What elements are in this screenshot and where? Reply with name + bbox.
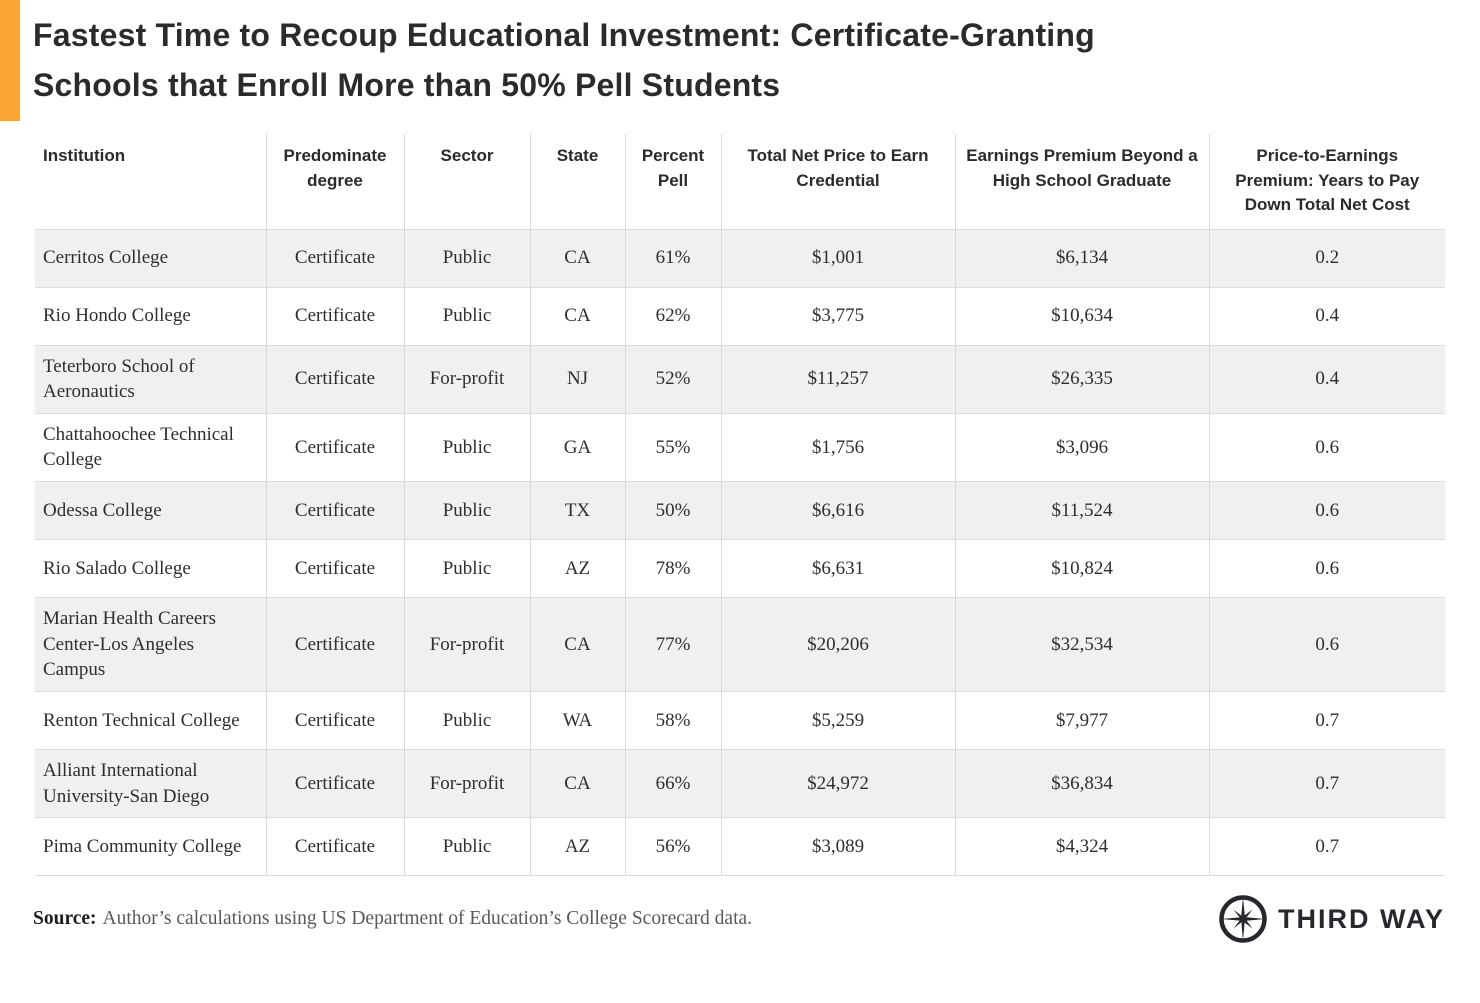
table-row: [35, 229, 1445, 287]
cell-years-to-pay: 0.7: [1209, 818, 1445, 876]
cell-net-price: $11,257: [721, 345, 955, 413]
cell-sector: Public: [404, 413, 530, 481]
cell-earnings-premium: $10,634: [955, 287, 1209, 345]
cell-percent-pell: 55%: [625, 413, 721, 481]
column-header-years-to-pay: Price-to-Earnings Premium: Years to Pay Down Total Net Cost: [1235, 146, 1420, 215]
cell-institution: Marian Health Careers Center-Los Angeles Campus: [35, 598, 266, 692]
cell-institution: Rio Hondo College: [35, 287, 266, 345]
column-header-percent-pell: Percent Pell: [625, 134, 721, 229]
cell-years-to-pay: 0.7: [1209, 749, 1445, 817]
cell-degree: Certificate: [266, 691, 404, 749]
cell-earnings-premium: $11,524: [955, 482, 1209, 540]
accent-bar: [0, 0, 20, 121]
cell-years-to-pay: 0.6: [1209, 540, 1445, 598]
cell-degree: Certificate: [266, 598, 404, 692]
page-title: [33, 10, 1440, 110]
cell-earnings-premium: $10,824: [955, 540, 1209, 598]
cell-degree: Certificate: [266, 345, 404, 413]
cell-degree: Certificate: [266, 287, 404, 345]
cell-institution: Alliant International University-San Diego: [35, 749, 266, 817]
cell-degree: Certificate: [266, 818, 404, 876]
cell-sector: For-profit: [404, 598, 530, 692]
cell-percent-pell: 66%: [625, 749, 721, 817]
cell-percent-pell: 58%: [625, 691, 721, 749]
cell-earnings-premium: $3,096: [955, 413, 1209, 481]
cell-sector: Public: [404, 229, 530, 287]
cell-sector: For-profit: [404, 345, 530, 413]
cell-sector: For-profit: [404, 749, 530, 817]
cell-earnings-premium: $26,335: [955, 345, 1209, 413]
cell-years-to-pay: 0.2: [1209, 229, 1445, 287]
cell-sector: Public: [404, 540, 530, 598]
table-row: [35, 749, 1445, 817]
cell-degree: Certificate: [266, 482, 404, 540]
source-label: Source:: [33, 908, 97, 930]
cell-years-to-pay: 0.4: [1209, 287, 1445, 345]
table-row: [35, 413, 1445, 481]
cell-percent-pell: 62%: [625, 287, 721, 345]
cell-degree: Certificate: [266, 413, 404, 481]
cell-net-price: $3,089: [721, 818, 955, 876]
cell-sector: Public: [404, 482, 530, 540]
cell-years-to-pay: 0.6: [1209, 482, 1445, 540]
cell-earnings-premium: $6,134: [955, 229, 1209, 287]
cell-net-price: $1,001: [721, 229, 955, 287]
column-header-institution: Institution: [35, 134, 266, 229]
cell-state: NJ: [530, 345, 625, 413]
cell-earnings-premium: $4,324: [955, 818, 1209, 876]
column-header-state: State: [530, 134, 625, 229]
table-row: [35, 818, 1445, 876]
cell-earnings-premium: $32,534: [955, 598, 1209, 692]
cell-percent-pell: 61%: [625, 229, 721, 287]
cell-institution: Odessa College: [35, 482, 266, 540]
cell-institution: Renton Technical College: [35, 691, 266, 749]
table-row: [35, 482, 1445, 540]
cell-net-price: $6,616: [721, 482, 955, 540]
cell-percent-pell: 52%: [625, 345, 721, 413]
cell-years-to-pay: 0.6: [1209, 413, 1445, 481]
data-table-wrapper: [0, 134, 1480, 876]
table-row: [35, 540, 1445, 598]
column-header-predominate-degree: Predominate degree: [266, 134, 404, 229]
cell-sector: Public: [404, 287, 530, 345]
cell-sector: Public: [404, 818, 530, 876]
page-title-line-1: Fastest Time to Recoup Educational Investment: Certificate-Granting: [33, 17, 1095, 53]
cell-degree: Certificate: [266, 540, 404, 598]
cell-state: CA: [530, 229, 625, 287]
table-row: [35, 345, 1445, 413]
column-header-earnings-premium: Earnings Premium Beyond a High School Graduate: [955, 134, 1209, 229]
cell-earnings-premium: $36,834: [955, 749, 1209, 817]
cell-institution: Rio Salado College: [35, 540, 266, 598]
table-row: [35, 287, 1445, 345]
cell-percent-pell: 56%: [625, 818, 721, 876]
compass-icon: [1218, 894, 1268, 944]
footer: [33, 894, 1445, 944]
column-header-net-price: Total Net Price to Earn Credential: [721, 134, 955, 229]
cell-earnings-premium: $7,977: [955, 691, 1209, 749]
column-header-sector: Sector: [404, 134, 530, 229]
data-table: [35, 134, 1445, 876]
cell-years-to-pay: 0.4: [1209, 345, 1445, 413]
cell-state: GA: [530, 413, 625, 481]
cell-net-price: $3,775: [721, 287, 955, 345]
cell-institution: Pima Community College: [35, 818, 266, 876]
source-text: Author’s calculations using US Department of Education’s College Scorecard data.: [102, 908, 753, 930]
table-header: [35, 134, 1445, 229]
cell-institution: Cerritos College: [35, 229, 266, 287]
cell-percent-pell: 50%: [625, 482, 721, 540]
cell-degree: Certificate: [266, 749, 404, 817]
cell-degree: Certificate: [266, 229, 404, 287]
third-way-logo: [1218, 894, 1445, 944]
cell-percent-pell: 77%: [625, 598, 721, 692]
cell-state: WA: [530, 691, 625, 749]
cell-net-price: $24,972: [721, 749, 955, 817]
cell-state: AZ: [530, 818, 625, 876]
cell-state: CA: [530, 749, 625, 817]
cell-percent-pell: 78%: [625, 540, 721, 598]
third-way-wordmark: THIRD WAY: [1277, 903, 1445, 934]
title-block: [0, 0, 1480, 128]
table-row: [35, 691, 1445, 749]
cell-net-price: $6,631: [721, 540, 955, 598]
page-title-line-2: Schools that Enroll More than 50% Pell Students: [33, 67, 781, 103]
cell-net-price: $20,206: [721, 598, 955, 692]
table-body: [35, 229, 1445, 876]
cell-net-price: $5,259: [721, 691, 955, 749]
cell-state: CA: [530, 287, 625, 345]
source-line: [33, 908, 752, 930]
cell-state: TX: [530, 482, 625, 540]
cell-institution: Teterboro School of Aeronautics: [35, 345, 266, 413]
cell-state: AZ: [530, 540, 625, 598]
table-row: [35, 598, 1445, 692]
cell-net-price: $1,756: [721, 413, 955, 481]
cell-years-to-pay: 0.7: [1209, 691, 1445, 749]
cell-sector: Public: [404, 691, 530, 749]
cell-state: CA: [530, 598, 625, 692]
cell-institution: Chattahoochee Technical College: [35, 413, 266, 481]
cell-years-to-pay: 0.6: [1209, 598, 1445, 692]
